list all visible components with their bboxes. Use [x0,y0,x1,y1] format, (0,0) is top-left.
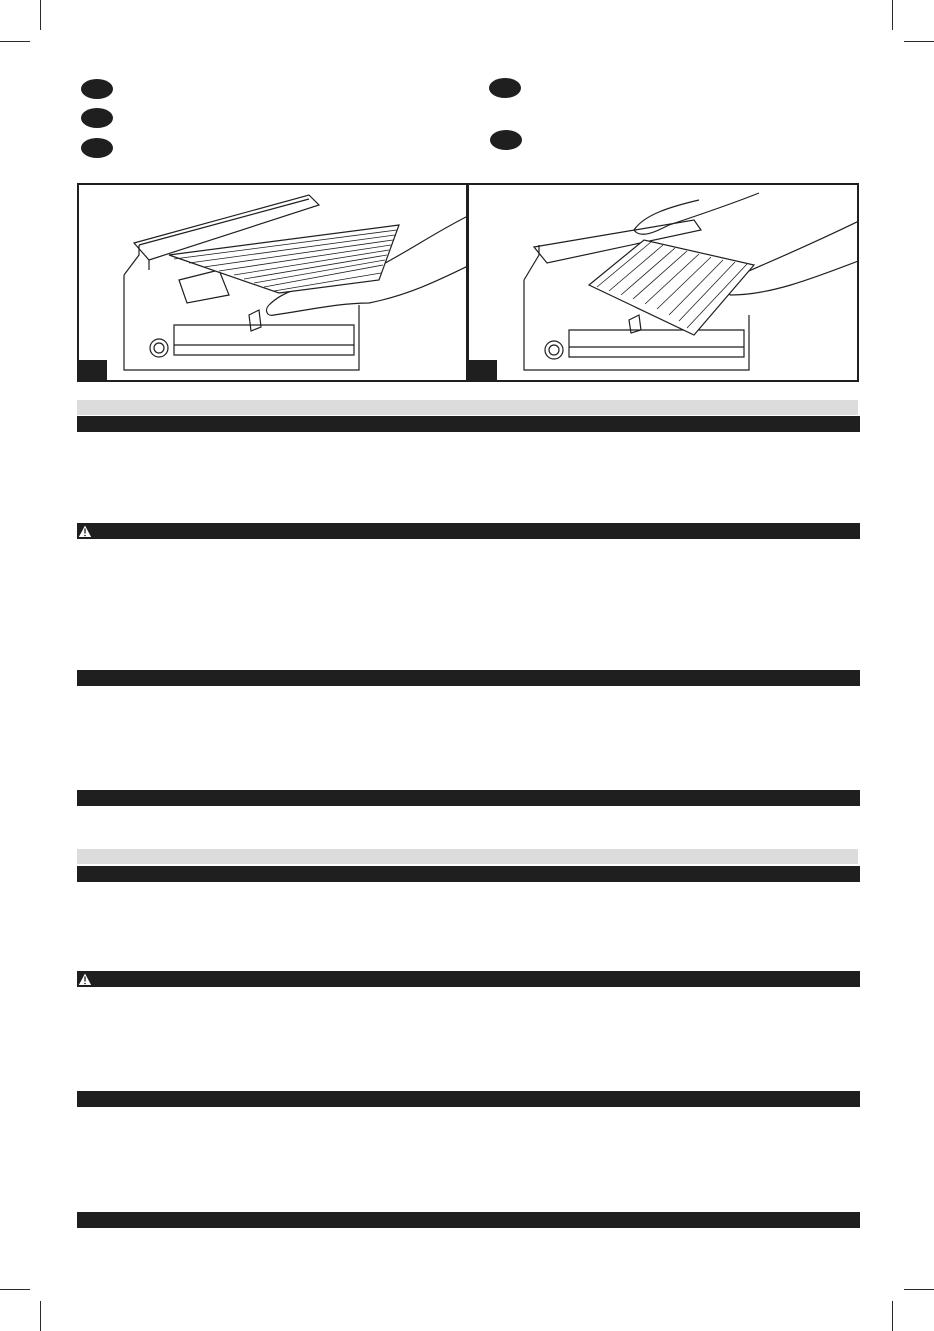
subsection-header-band [77,1091,860,1107]
subsection-header-band [77,1212,860,1228]
language-badge-left-1 [81,79,113,99]
figure-2-number-tag [469,360,497,380]
section-title-band [77,849,858,864]
subsection-header-band [77,866,860,882]
crop-mark-top-left-h [0,41,30,42]
vacuum-sealer-insert-bag-drawing [79,185,468,382]
warning-header-band [77,971,860,987]
crop-mark-bottom-left-v [40,1301,41,1331]
crop-mark-bottom-right-h [904,1289,934,1290]
figure-1-number-tag [79,360,107,380]
figure-2-illustration [467,183,859,382]
vacuum-sealer-cut-bag-drawing [469,185,859,382]
warning-header-band [77,523,860,539]
language-badge-left-2 [81,108,113,128]
language-badge-right-2 [490,130,522,150]
warning-triangle-icon [77,971,93,987]
crop-mark-top-right-h [904,41,934,42]
subsection-header-band [77,670,860,686]
subsection-header-band [77,790,860,806]
warning-triangle-icon [77,523,93,539]
language-badge-left-3 [81,138,113,158]
crop-mark-top-left-v [40,0,41,30]
crop-mark-bottom-right-v [892,1301,893,1331]
language-badge-right-1 [489,78,521,98]
subsection-header-band [77,416,860,432]
crop-mark-bottom-left-h [0,1289,30,1290]
crop-mark-top-right-v [892,0,893,30]
figure-1-illustration [77,183,468,382]
section-title-band [77,400,858,415]
